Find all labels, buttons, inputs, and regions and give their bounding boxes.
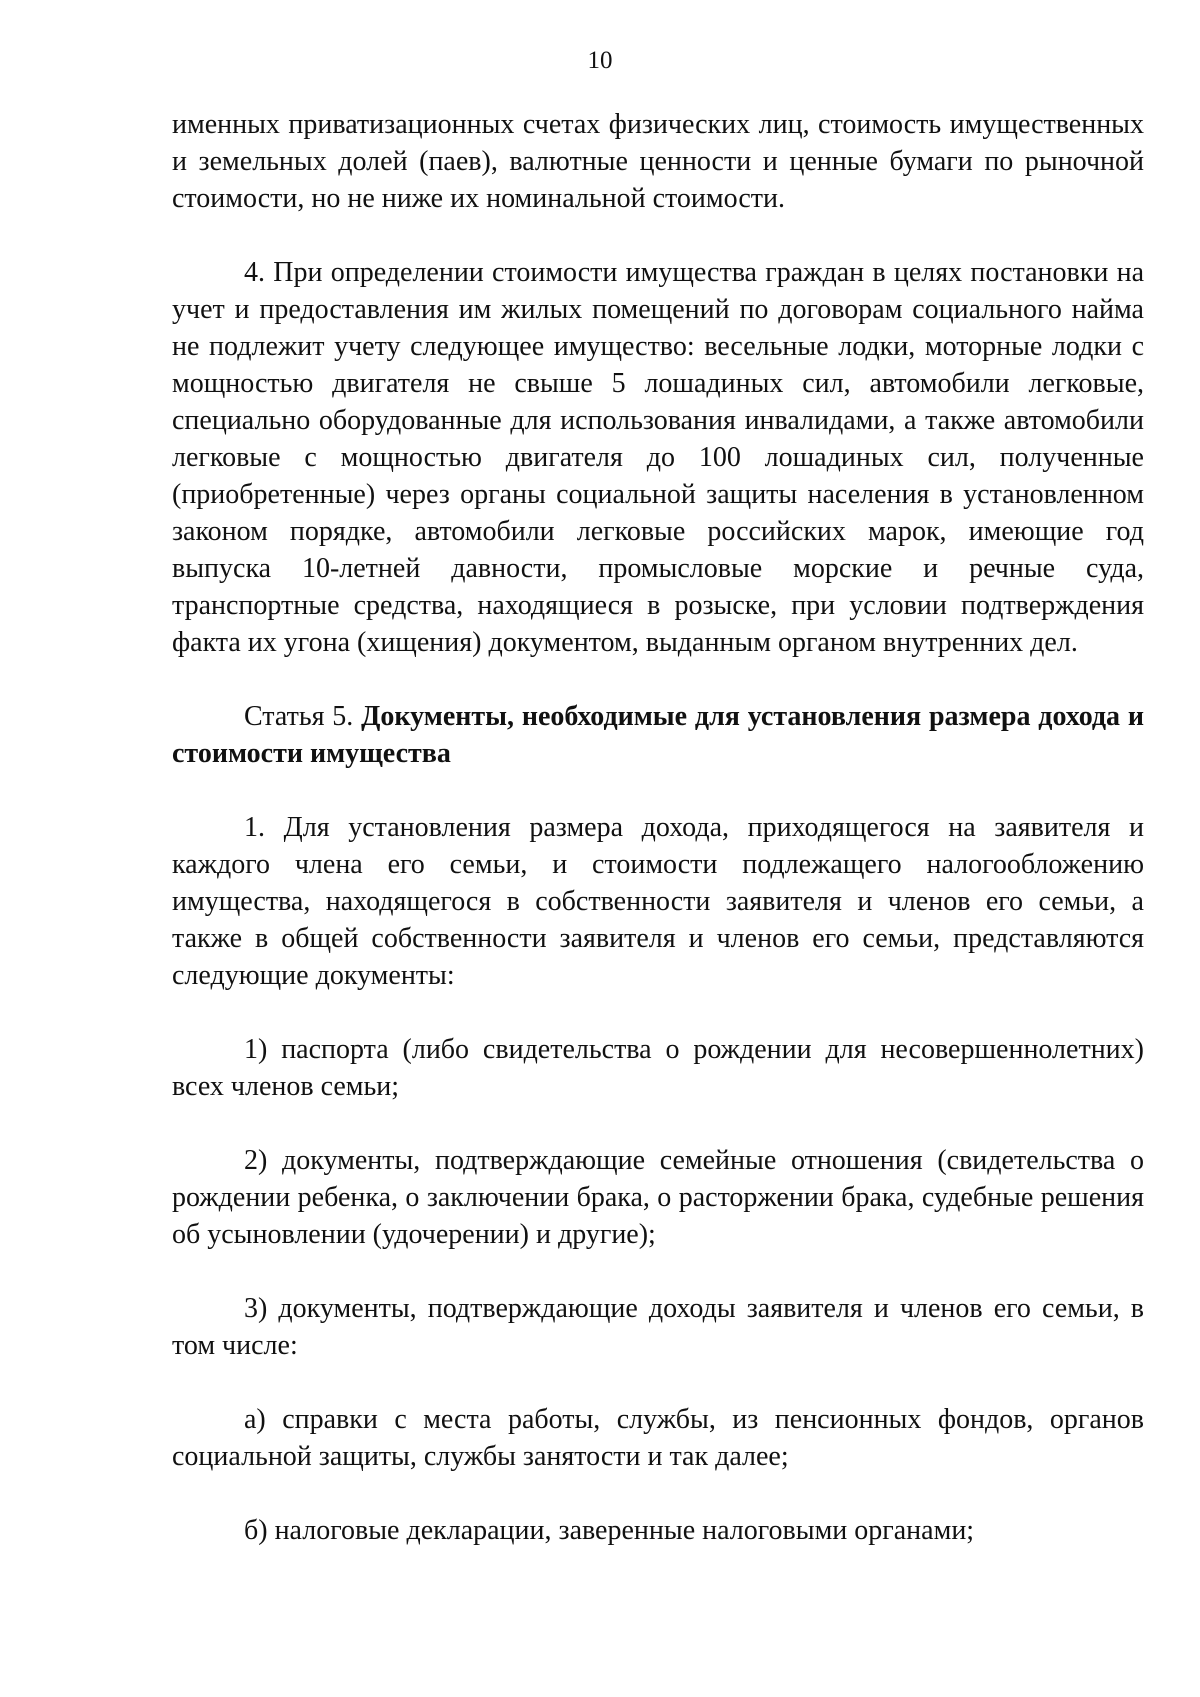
article-subitem-1: 1) паспорта (либо свидетельства о рождении для несовершеннолетних) всех членов семьи; [172,1034,1144,1102]
article-subitem-3: 3) документы, подтверждающие доходы заявителя и членов его семьи, в том числе: [172,1293,1144,1361]
paragraph-4: 4. При определении стоимости имущества граждан в целях постановки на учет и предоставления им жилых помещений по договорам социального найма не подлежит учету следующее имущество: весельные лодки, моторные лодки с мощностью двигателя не свыше 5 лошадиных сил, автомобили легковые, специально оборудованные для использования инвалидами, а также автомобили легковые с мощностью двигателя до 100 лошадиных сил, полученные (приобретенные) через органы социальной защиты населения в установленном законом порядке, автомобили легковые российских марок, имеющие год выпуска 10-летней давности, промысловые морские и речные суда, транспортные средства, находящиеся в розыске, при условии подтверждения факта их угона (хищения) документом, выданным органом внутренних дел. [172,257,1144,658]
article-heading [172,698,1144,772]
article-subitem-2: 2) документы, подтверждающие семейные отношения (свидетельства о рождении ребенка, о заключении брака, о расторжении брака, судебные решения об усыновлении (удочерении) и другие); [172,1145,1144,1250]
article-label: Статья 5. [244,701,354,732]
paragraph-continued: именных приватизационных счетах физических лиц, стоимость имущественных и земельных долей (паев), валютные ценности и ценные бумаги по рыночной стоимости, но не ниже их номинальной стоимости. [172,109,1144,214]
article-title: Документы, необходимые для установления размера дохода и стоимости имущества [172,701,1144,769]
article-subitem-a: а) справки с места работы, службы, из пенсионных фондов, органов социальной защиты, службы занятости и так далее; [172,1404,1144,1472]
page-number: 10 [587,47,613,74]
document-body [172,106,1144,1586]
article-subitem-b: б) налоговые декларации, заверенные налоговыми органами; [244,1515,975,1546]
article-paragraph-1: 1. Для установления размера дохода, приходящегося на заявителя и каждого члена его семьи, и стоимости подлежащего налогообложению имущества, находящегося в собственности заявителя и членов его семьи, а также в общей собственности заявителя и членов его семьи, представляются следующие документы: [172,812,1144,991]
